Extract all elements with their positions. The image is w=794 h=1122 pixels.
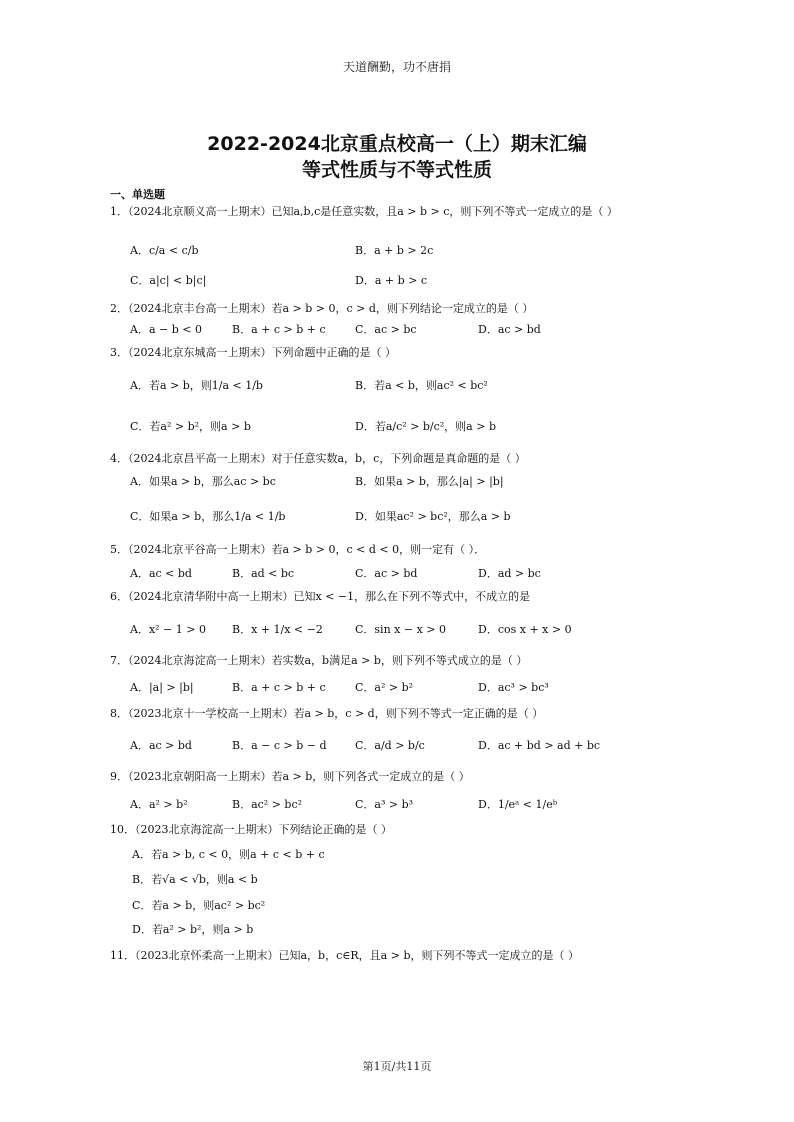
question-option: C．如果a > b，那么1/a < 1/b — [130, 510, 286, 523]
question-option: A．x² − 1 > 0 — [130, 623, 206, 636]
question-option: B．若a < b，则ac² < bc² — [355, 379, 488, 392]
question-stem: 8．（2023北京十一学校高一上期末）若a > b，c > d，则下列不等式一定正确的是（ ） — [110, 707, 544, 720]
question-stem: 9．（2023北京朝阳高一上期末）若a > b，则下列各式一定成立的是（ ） — [110, 770, 470, 783]
question-option: D．如果ac² > bc²，那么a > b — [355, 510, 511, 523]
question-stem: 7．（2024北京海淀高一上期末）若实数a，b满足a > b，则下列不等式成立的是（ ） — [110, 654, 528, 667]
question-option: C．若a² > b²，则a > b — [130, 420, 251, 433]
question-option: D．a + b > c — [355, 274, 427, 287]
question-option: C．ac > bd — [355, 567, 418, 580]
page-footer: 第1页/共11页 — [362, 1060, 432, 1073]
question-option: C．ac > bc — [355, 323, 417, 336]
question-stem: 3．（2024北京东城高一上期末）下列命题中正确的是（ ） — [110, 346, 396, 359]
question-option: A．|a| > |b| — [130, 681, 194, 694]
title-line-1: 2022-2024北京重点校高一（上）期末汇编 — [207, 133, 587, 155]
question-stem: 4．（2024北京昌平高一上期末）对于任意实数a，b，c，下列命题是真命题的是（ ） — [110, 452, 526, 465]
question-option: B．x + 1/x < −2 — [232, 623, 323, 636]
section-heading: 一、单选题 — [110, 188, 165, 201]
question-stem: 5．（2024北京平谷高一上期末）若a > b > 0，c < d < 0，则一定有（ ）． — [110, 543, 486, 556]
question-option: D．ac + bd > ad + bc — [478, 739, 601, 752]
question-option: B．a + b > 2c — [355, 244, 434, 257]
question-option: B．ad < bc — [232, 567, 295, 580]
title-line-2: 等式性质与不等式性质 — [301, 159, 492, 181]
question-option: D．ac > bd — [478, 323, 541, 336]
question-option: B．ac² > bc² — [232, 798, 303, 811]
question-option: C．若a > b，则ac² > bc² — [132, 899, 266, 912]
question-option: A．a − b < 0 — [130, 323, 202, 336]
question-option: D．ad > bc — [478, 567, 541, 580]
question-option: D．若a² > b²，则a > b — [132, 923, 254, 936]
question-option: A．ac > bd — [130, 739, 192, 752]
question-option: D．若a/c² > b/c²，则a > b — [355, 420, 496, 433]
question-stem: 2．（2024北京丰台高一上期末）若a > b > 0，c > d，则下列结论一定成立的是（ ） — [110, 302, 534, 315]
question-option: B．若√a < √b，则a < b — [132, 873, 258, 886]
question-option: B．a + c > b + c — [232, 681, 326, 694]
question-option: A．若a > b, c < 0，则a + c < b + c — [132, 848, 325, 861]
question-stem: 10．（2023北京海淀高一上期末）下列结论正确的是（ ） — [110, 823, 392, 836]
page-header: 天道酬勤，功不唐捐 — [342, 60, 451, 74]
question-stem: 6．（2024北京清华附中高一上期末）已知x < −1，那么在下列不等式中，不成立的是 — [110, 590, 531, 603]
page-title — [0, 131, 794, 183]
question-option: A．如果a > b，那么ac > bc — [130, 475, 276, 488]
question-option: B．a − c > b − d — [232, 739, 327, 752]
question-option: C．a² > b² — [355, 681, 414, 694]
question-option: C．a³ > b³ — [355, 798, 414, 811]
question-option: B．a + c > b + c — [232, 323, 326, 336]
question-stem: 1．（2024北京顺义高一上期末）已知a,b,c是任意实数，且a > b > c，则下列不等式一定成立的是（ ） — [110, 205, 618, 218]
question-option: C．a|c| < b|c| — [130, 274, 207, 287]
question-option: D．1/eᵃ < 1/eᵇ — [478, 798, 558, 811]
question-option: B．如果a > b，那么|a| > |b| — [355, 475, 504, 488]
question-option: C．sin x − x > 0 — [355, 623, 446, 636]
question-option: D．ac³ > bc³ — [478, 681, 549, 694]
question-option: D．cos x + x > 0 — [478, 623, 572, 636]
question-option: A．ac < bd — [130, 567, 192, 580]
question-option: A．a² > b² — [130, 798, 188, 811]
question-stem: 11．（2023北京怀柔高一上期末）已知a，b，c∈R，且a > b，则下列不等式一定成立的是（ ） — [110, 949, 579, 962]
question-option: A．c/a < c/b — [130, 244, 199, 257]
question-option: A．若a > b，则1/a < 1/b — [130, 379, 263, 392]
question-option: C．a/d > b/c — [355, 739, 425, 752]
